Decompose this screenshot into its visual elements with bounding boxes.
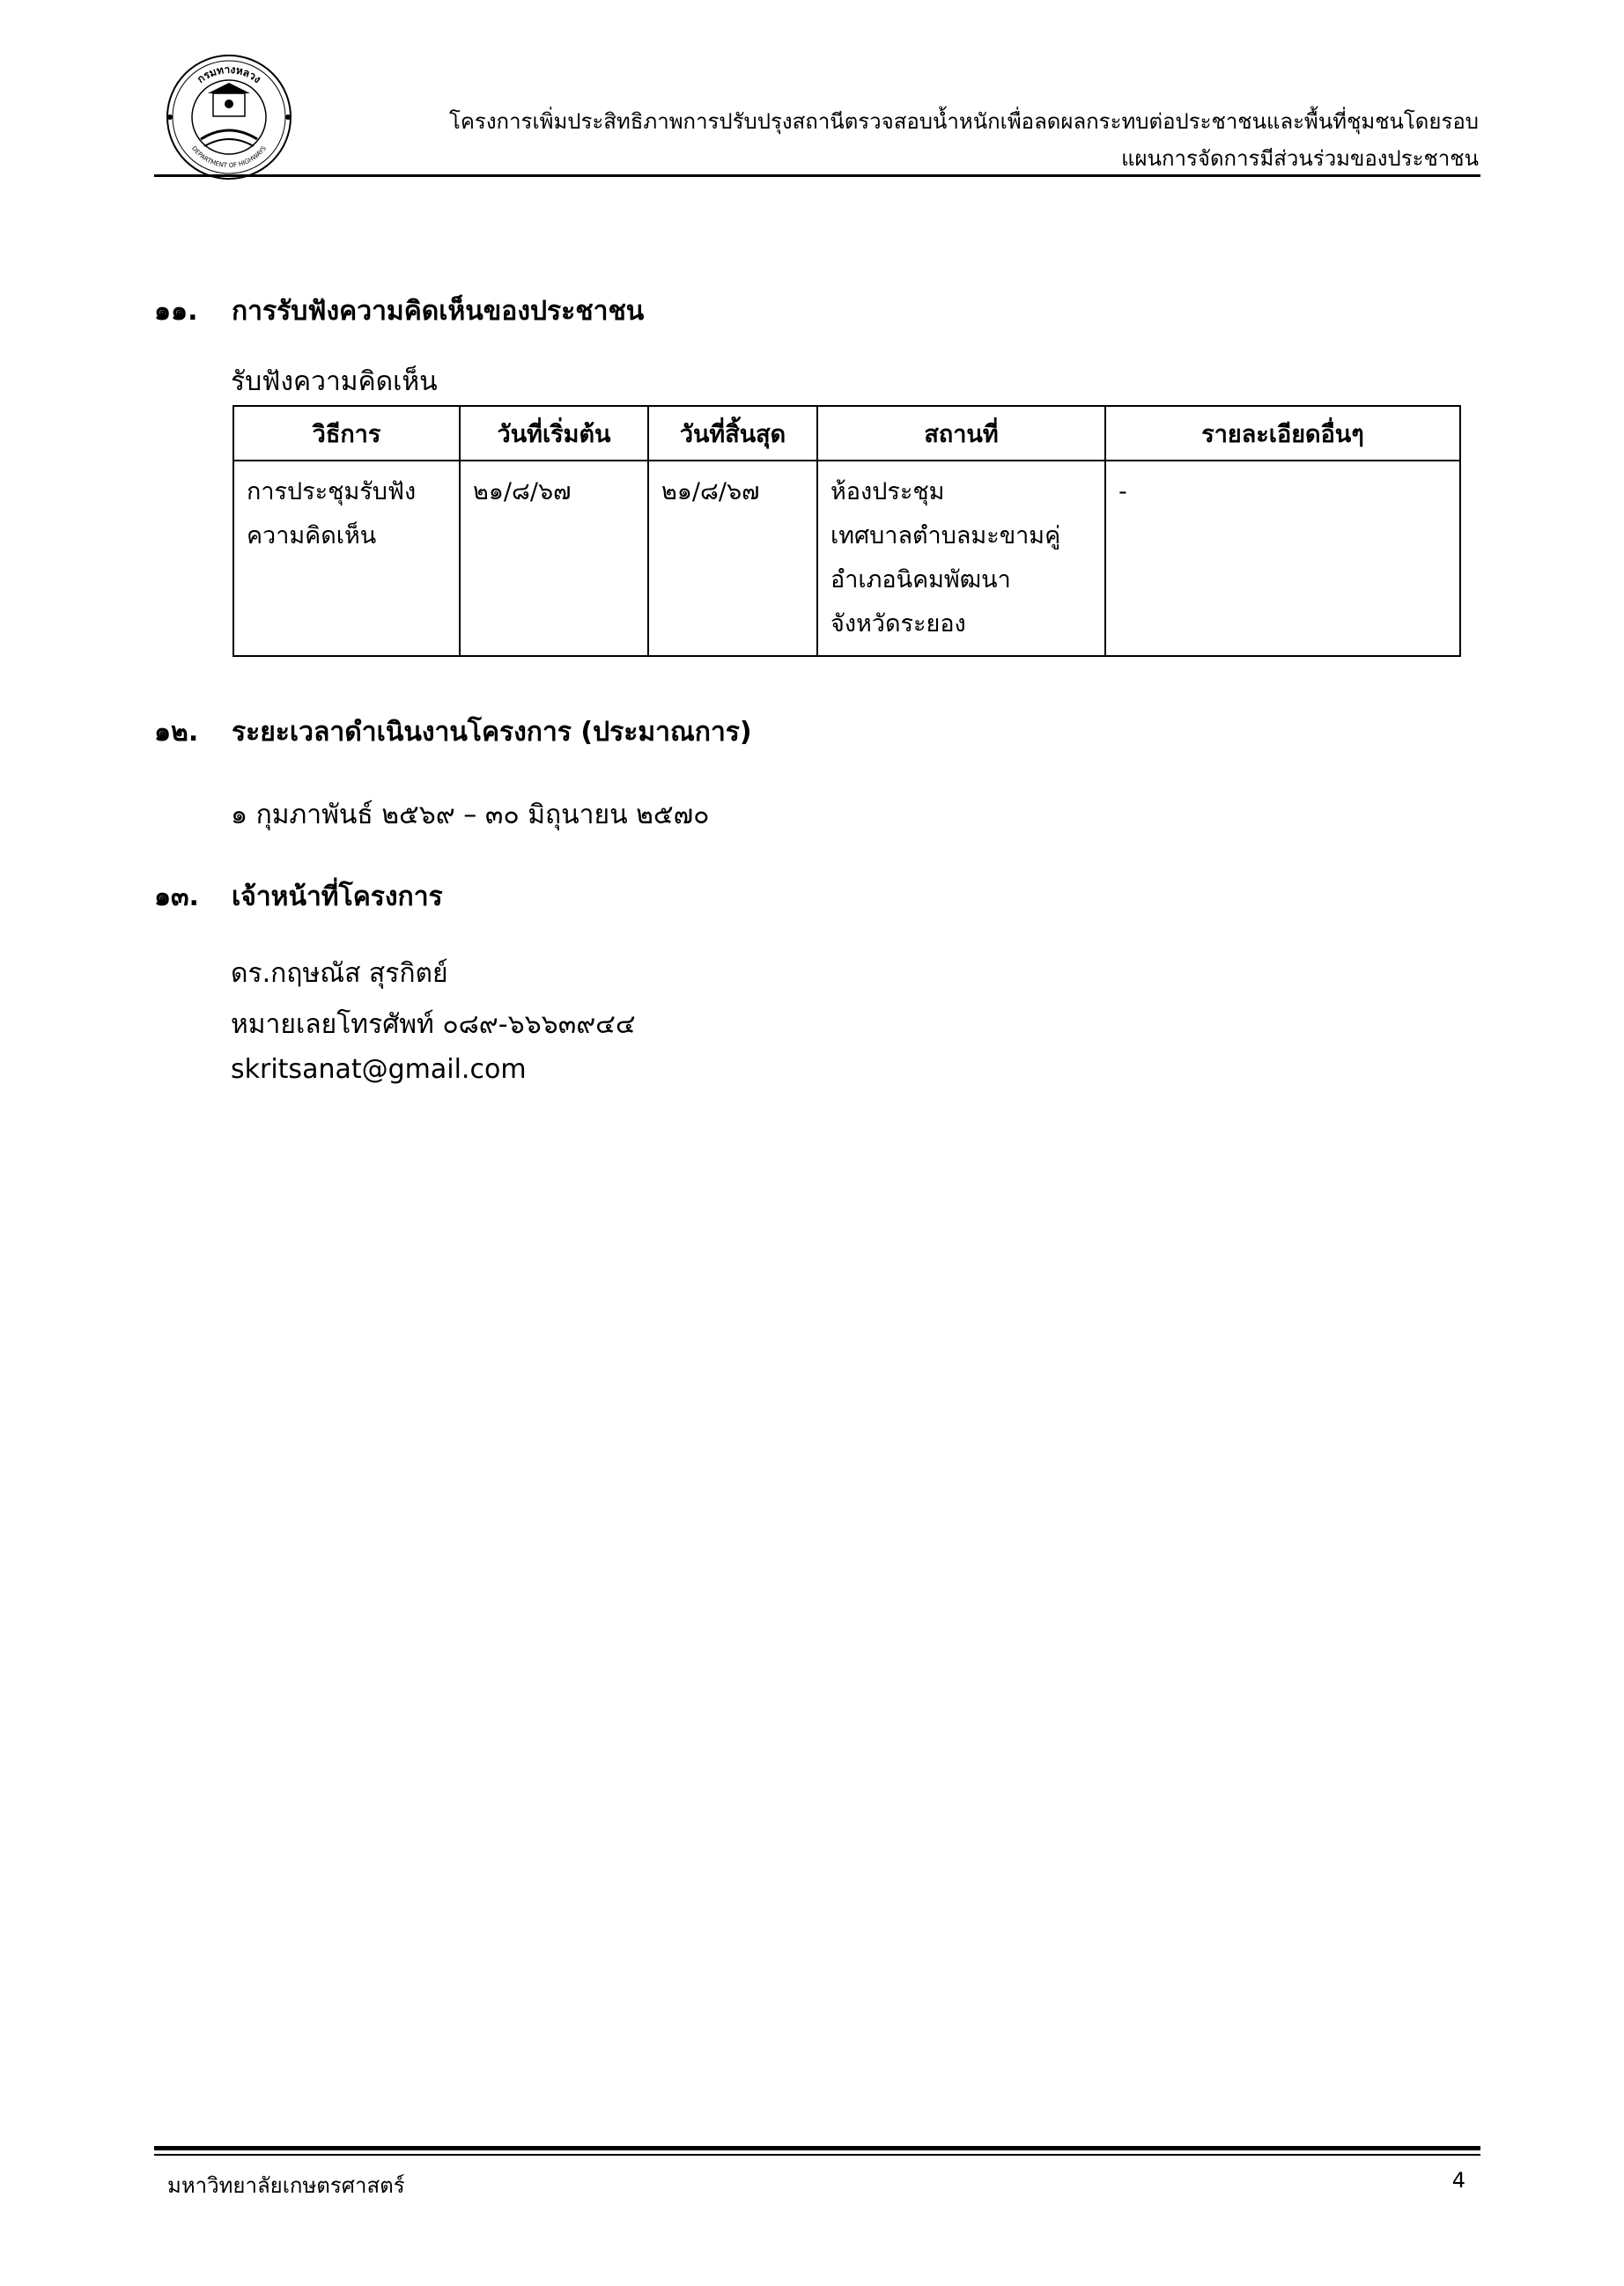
staff-name: ดร.กฤษณัส สุรกิตย์ [231,958,448,989]
section-12-number: ๑๒. [154,717,199,748]
section-11-heading [154,291,644,332]
place-line: ห้องประชุม [830,478,945,505]
section-13-title: เจ้าหน้าที่โครงการ [232,881,443,912]
section-13-heading [154,876,443,918]
column-header-end-date: วันที่สิ้นสุด [648,406,817,461]
footer-divider-thick [154,2146,1480,2150]
section-11-title: การรับฟังความคิดเห็นของประชาชน [232,296,645,327]
place-line: เทศบาลตำบลมะขามคู่ [830,522,1061,549]
svg-text:DEPARTMENT OF HIGHWAYS: DEPARTMENT OF HIGHWAYS [190,144,268,170]
header-divider [154,174,1480,177]
header-project-title: โครงการเพิ่มประสิทธิภาพการปรับปรุงสถานีตรวจสอบน้ำหนักเพื่อลดผลกระทบต่อประชาชนและพื้นที่ชุมชนโดยรอบ [448,109,1479,134]
department-of-highways-logo [159,51,299,183]
cell-method [233,461,460,656]
cell-start-date: ๒๑/๘/๖๗ [460,461,648,656]
cell-end-date: ๒๑/๘/๖๗ [648,461,817,656]
page-number: 4 [1451,2168,1465,2193]
staff-phone: หมายเลยโทรศัพท์ ๐๘๙-๖๖๖๓๙๔๔ [231,1009,636,1040]
column-header-place: สถานที่ [817,406,1105,461]
method-line: การประชุมรับฟัง [247,478,417,505]
public-hearing-table [233,405,1461,657]
method-line: ความคิดเห็น [247,522,377,549]
table-header-row [233,406,1460,461]
cell-place [817,461,1105,656]
section-11-number: ๑๑. [154,296,198,327]
table-row [233,461,1460,656]
cell-details: - [1105,461,1460,656]
project-period: ๑ กุมภาพันธ์ ๒๕๖๙ – ๓๐ มิถุนายน ๒๕๗๐ [231,800,710,830]
column-header-start-date: วันที่เริ่มต้น [460,406,648,461]
staff-email: skritsanat@gmail.com [231,1054,527,1085]
header-plan-title: แผนการจัดการมีส่วนร่วมของประชาชน [1121,146,1479,171]
column-header-method: วิธีการ [233,406,460,461]
section-12-title: ระยะเวลาดำเนินงานโครงการ (ประมาณการ) [232,717,752,748]
section-11-subtitle: รับฟังความคิดเห็น [231,366,438,397]
footer-divider-thin [154,2154,1480,2156]
section-13-number: ๑๓. [154,881,199,912]
place-line: อำเภอนิคมพัฒนา [830,566,1011,594]
section-12-heading [154,712,752,753]
svg-text:กรมทางหลวง: กรมทางหลวง [195,63,263,86]
footer-organization: มหาวิทยาลัยเกษตรศาสตร์ [167,2173,405,2198]
place-line: จังหวัดระยอง [830,610,966,638]
column-header-details: รายละเอียดอื่นๆ [1105,406,1460,461]
